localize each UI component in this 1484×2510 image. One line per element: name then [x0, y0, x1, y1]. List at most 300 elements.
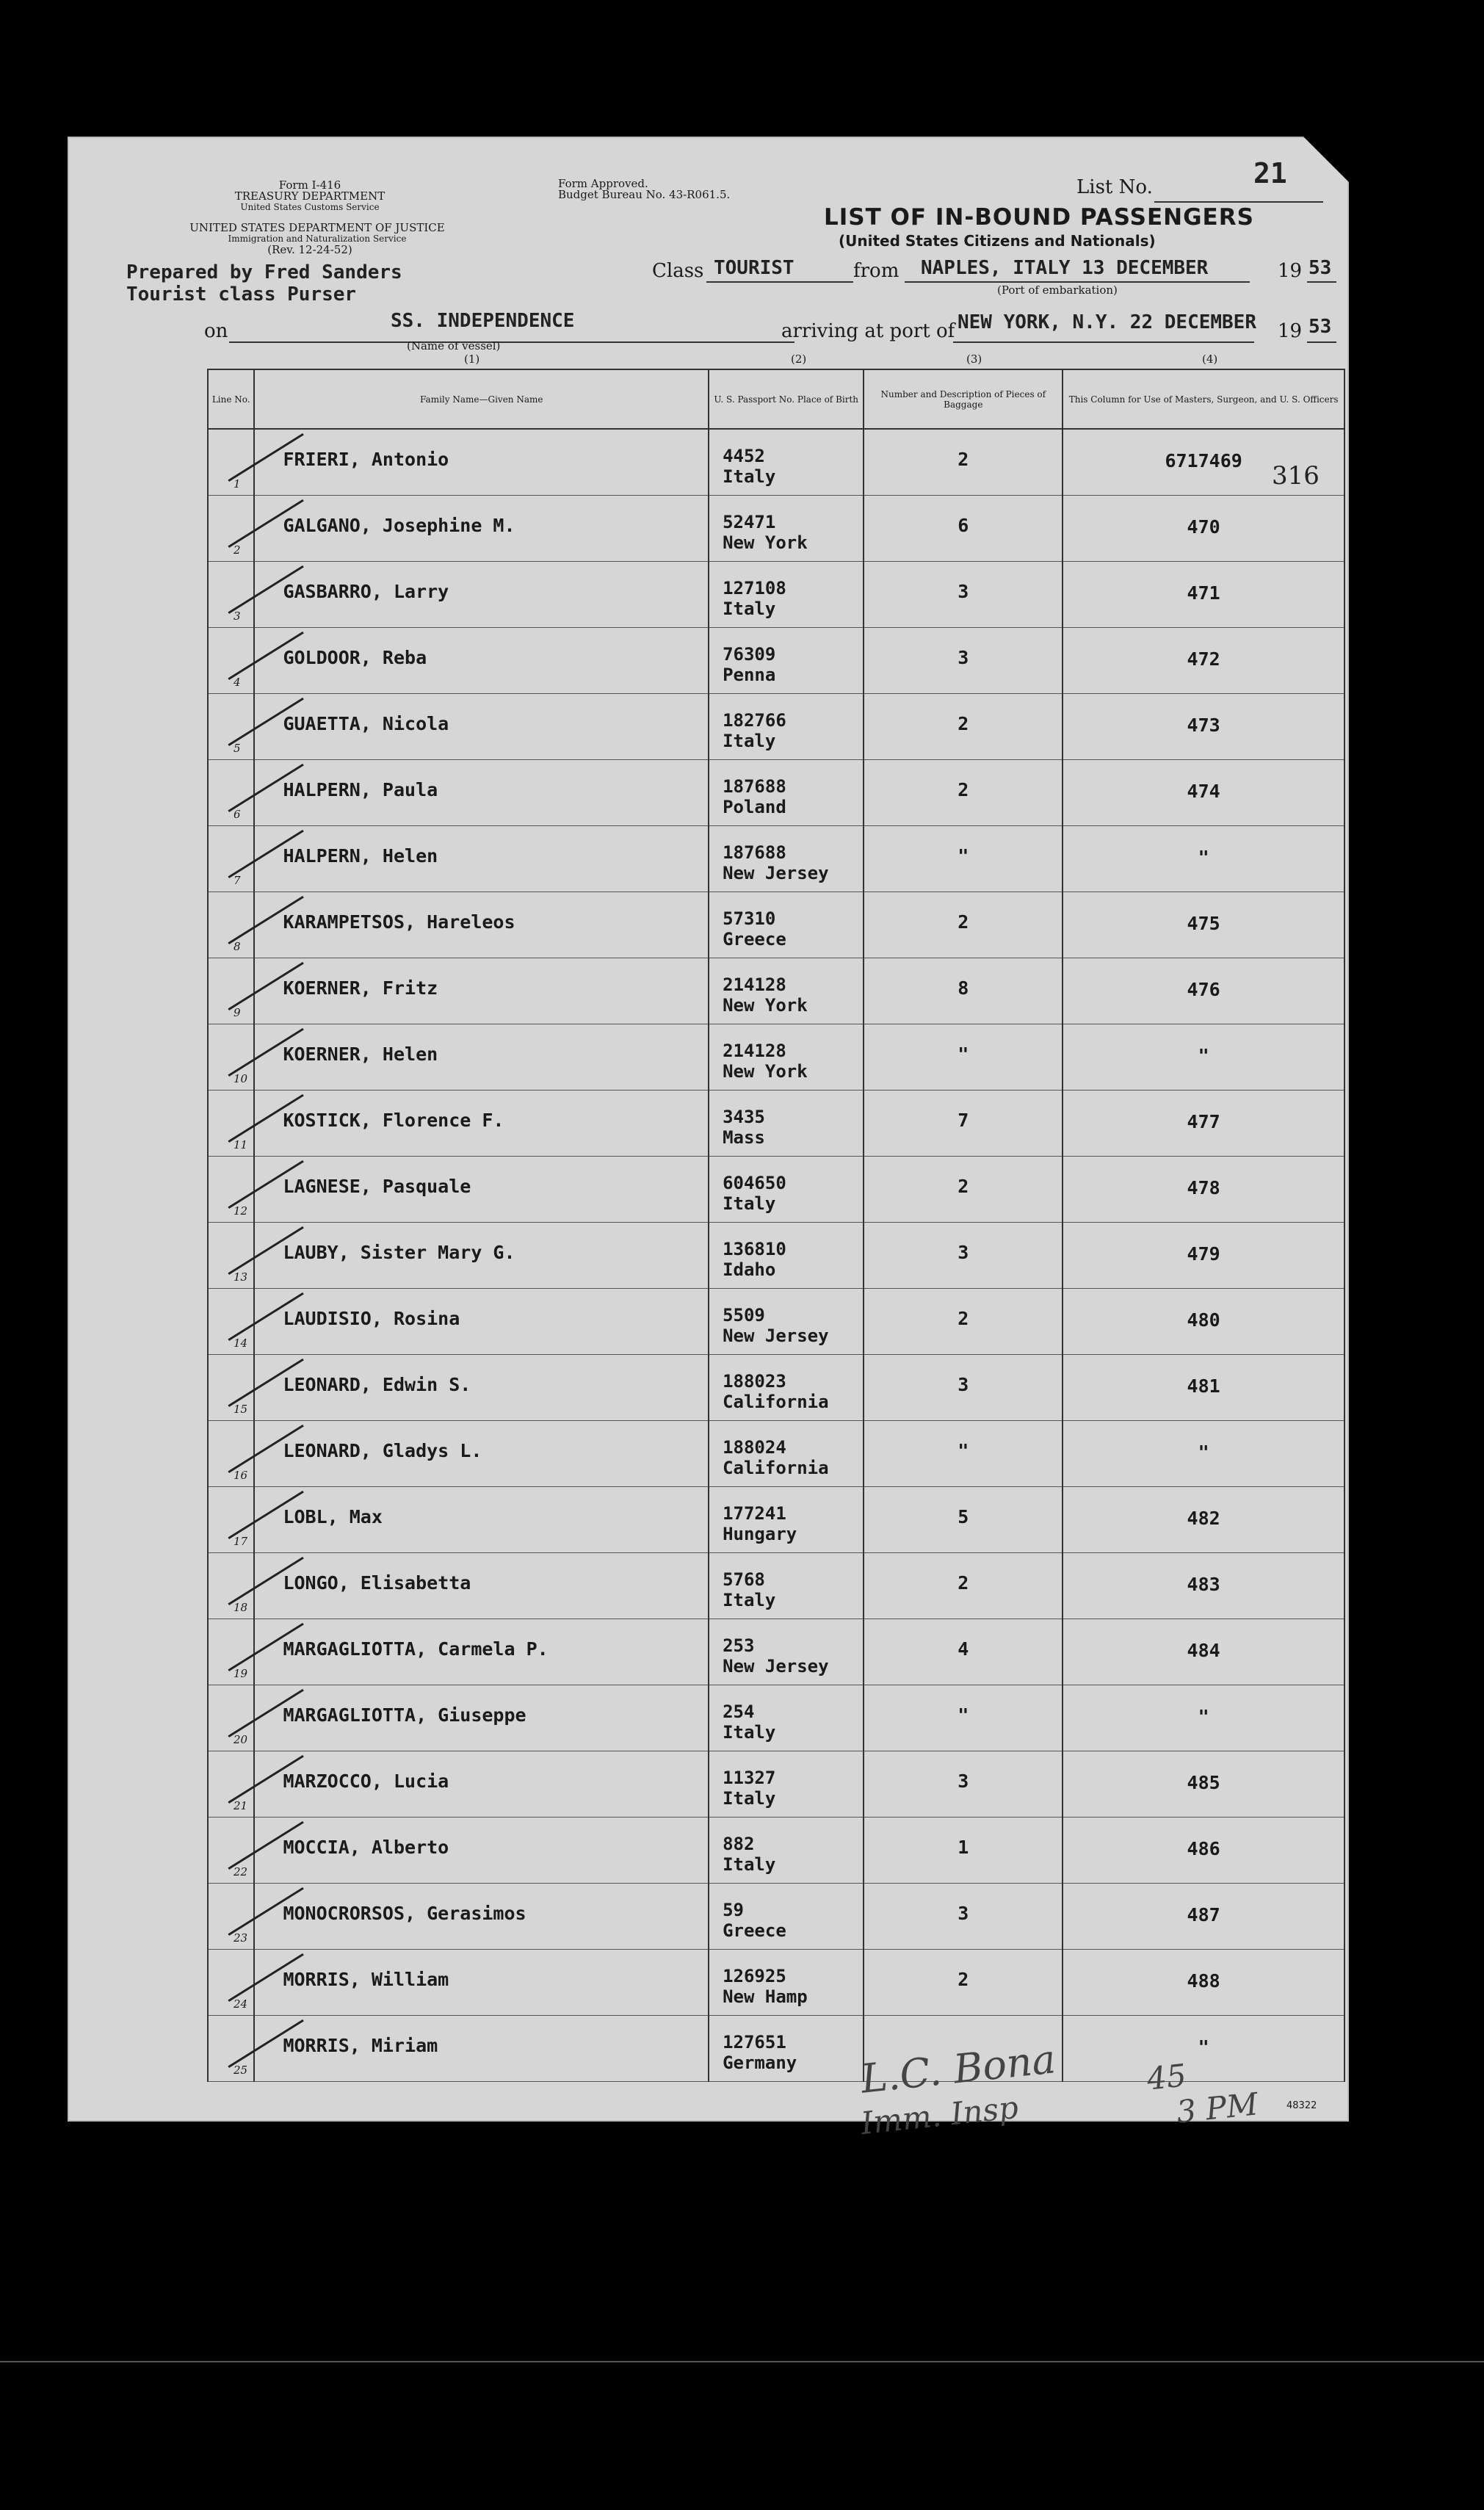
line-number: 7 — [234, 874, 241, 887]
inspector-signature: L.C. Bona — [858, 2036, 1058, 2102]
baggage-cell — [864, 892, 1063, 958]
justice-dept: UNITED STATES DEPARTMENT OF JUSTICE — [189, 221, 445, 234]
class-line — [706, 281, 853, 283]
officer-number: 476 — [1187, 979, 1220, 1000]
line-number: 17 — [234, 1535, 248, 1548]
baggage-count: 3 — [958, 581, 969, 602]
officer-cell — [1063, 1685, 1344, 1751]
name-cell — [254, 1223, 709, 1289]
table-row — [208, 1289, 1344, 1355]
name-cell — [254, 2016, 709, 2082]
name-cell — [254, 1950, 709, 2016]
line-cell — [208, 1884, 254, 1950]
manifest-page — [68, 137, 1349, 2142]
passport-number: 4452 — [723, 446, 765, 466]
passport-cell — [709, 1619, 864, 1685]
line-number: 14 — [234, 1337, 248, 1350]
line-cell — [208, 1355, 254, 1421]
header-officers: This Column for Use of Masters, Surgeon, and U. S. Officers — [1063, 369, 1344, 429]
inspection-minutes: 45 — [1145, 2057, 1188, 2097]
name-cell — [254, 760, 709, 826]
passport-cell — [709, 958, 864, 1024]
form-approved: Form Approved. — [558, 177, 648, 190]
on-label: on — [204, 320, 228, 342]
port-embark-label: (Port of embarkation) — [997, 283, 1118, 297]
officer-number: 477 — [1187, 1111, 1220, 1132]
birthplace: Italy — [723, 731, 776, 751]
officer-number: 483 — [1187, 1574, 1220, 1595]
officer-number: 475 — [1187, 913, 1220, 934]
table-row — [208, 1884, 1344, 1950]
birthplace: New York — [723, 995, 808, 1016]
table-row — [208, 1487, 1344, 1553]
line-number: 9 — [234, 1006, 241, 1019]
list-no: 21 — [1253, 157, 1287, 189]
line-cell — [208, 760, 254, 826]
line-number: 3 — [234, 610, 241, 623]
baggage-count: " — [958, 1440, 969, 1461]
birthplace: New Jersey — [723, 1325, 829, 1346]
line-cell — [208, 562, 254, 628]
folded-corner — [1303, 137, 1355, 188]
prepared-by: Prepared by Fred Sanders — [126, 261, 402, 283]
officer-number: 472 — [1187, 648, 1220, 670]
scan-edge-line — [0, 2361, 1484, 2362]
officer-cell — [1063, 760, 1344, 826]
officer-number: 488 — [1187, 1970, 1220, 1992]
baggage-count: 2 — [958, 1572, 969, 1594]
header-baggage: Number and Description of Pieces of Baggage — [864, 369, 1063, 429]
year-suffix-2: 53 — [1309, 316, 1332, 338]
class-label: Class — [652, 260, 704, 282]
passport-cell — [709, 628, 864, 694]
baggage-cell — [864, 1091, 1063, 1157]
line-cell — [208, 892, 254, 958]
officer-number: 470 — [1187, 516, 1220, 538]
customs-service: United States Customs Service — [240, 202, 380, 212]
baggage-cell — [864, 429, 1063, 496]
year-line-2 — [1307, 341, 1336, 343]
treasury-dept: TREASURY DEPARTMENT — [234, 189, 386, 203]
passport-cell — [709, 892, 864, 958]
birthplace: Greece — [723, 929, 786, 950]
line-number: 2 — [234, 543, 241, 557]
officer-number: 486 — [1187, 1838, 1220, 1859]
inspection-time: 3 PM — [1174, 2086, 1260, 2130]
passport-cell — [709, 1223, 864, 1289]
baggage-count: 5 — [958, 1506, 969, 1527]
passenger-name: MARGAGLIOTTA, Carmela P. — [283, 1638, 549, 1660]
form-footer-number: 48322 — [1286, 2100, 1317, 2111]
passport-number: 5768 — [723, 1569, 765, 1590]
officer-number: " — [1198, 1706, 1209, 1727]
passport-number: 127651 — [723, 2032, 786, 2053]
officer-cell — [1063, 826, 1344, 892]
from-label: from — [853, 260, 900, 282]
passenger-name: MARGAGLIOTTA, Giuseppe — [283, 1704, 526, 1726]
baggage-cell — [864, 826, 1063, 892]
passport-cell — [709, 1157, 864, 1223]
passport-number: 604650 — [723, 1173, 786, 1193]
line-cell — [208, 1619, 254, 1685]
passport-number: 254 — [723, 1701, 755, 1722]
col2-label: (2) — [791, 352, 807, 366]
baggage-count: " — [958, 845, 969, 867]
passport-cell — [709, 1553, 864, 1619]
birthplace: California — [723, 1392, 829, 1412]
line-cell — [208, 694, 254, 760]
baggage-cell — [864, 1421, 1063, 1487]
birthplace: California — [723, 1458, 829, 1478]
officer-cell — [1063, 1553, 1344, 1619]
birthplace: Germany — [723, 2053, 797, 2073]
baggage-cell — [864, 1751, 1063, 1818]
name-cell — [254, 1487, 709, 1553]
passenger-name: LAGNESE, Pasquale — [283, 1176, 471, 1197]
table-row — [208, 1553, 1344, 1619]
birthplace: New Jersey — [723, 863, 829, 883]
passport-number: 3435 — [723, 1107, 765, 1127]
line-number: 18 — [234, 1601, 248, 1614]
birthplace: New Hamp — [723, 1986, 808, 2007]
table-header-row — [208, 369, 1344, 429]
line-cell — [208, 496, 254, 562]
line-number: 21 — [234, 1799, 248, 1812]
baggage-cell — [864, 1223, 1063, 1289]
birthplace: New Jersey — [723, 1656, 829, 1677]
baggage-count: 2 — [958, 1969, 969, 1990]
baggage-cell — [864, 694, 1063, 760]
officer-cell — [1063, 1818, 1344, 1884]
col1-label: (1) — [464, 352, 480, 366]
table-row — [208, 1619, 1344, 1685]
baggage-cell — [864, 1289, 1063, 1355]
line-cell — [208, 1553, 254, 1619]
officer-number: 480 — [1187, 1309, 1220, 1331]
birthplace: Italy — [723, 466, 776, 487]
passenger-name: LOBL, Max — [283, 1506, 383, 1527]
baggage-cell — [864, 760, 1063, 826]
officer-cell — [1063, 1487, 1344, 1553]
line-cell — [208, 1289, 254, 1355]
table-row — [208, 628, 1344, 694]
table-row — [208, 826, 1344, 892]
passenger-name: KOERNER, Fritz — [283, 977, 438, 999]
birthplace: Greece — [723, 1920, 786, 1941]
passport-cell — [709, 760, 864, 826]
line-number: 24 — [234, 1997, 248, 2011]
baggage-count: 3 — [958, 647, 969, 668]
passport-number: 57310 — [723, 908, 776, 929]
birthplace: Italy — [723, 1193, 776, 1214]
officer-number: 485 — [1187, 1772, 1220, 1793]
passenger-name: LONGO, Elisabetta — [283, 1572, 471, 1594]
revision: (Rev. 12-24-52) — [267, 243, 352, 256]
baggage-cell — [864, 1355, 1063, 1421]
line-cell — [208, 1950, 254, 2016]
passport-cell — [709, 496, 864, 562]
vessel-line — [229, 341, 795, 343]
passenger-name: MOCCIA, Alberto — [283, 1837, 449, 1858]
passenger-name: GASBARRO, Larry — [283, 581, 449, 602]
passenger-name: KOERNER, Helen — [283, 1044, 438, 1065]
passport-number: 253 — [723, 1635, 755, 1656]
passenger-name: KOSTICK, Florence F. — [283, 1110, 504, 1131]
officer-number: " — [1198, 1442, 1209, 1463]
class-value: TOURIST — [714, 257, 795, 279]
officer-cell — [1063, 628, 1344, 694]
table-row — [208, 1157, 1344, 1223]
passport-number: 127108 — [723, 578, 786, 598]
inspector-title: Imm. Insp — [859, 2088, 1021, 2142]
passenger-name: MONOCRORSOS, Gerasimos — [283, 1903, 526, 1924]
passport-number: 11327 — [723, 1768, 776, 1788]
arrival-line — [953, 341, 1254, 343]
officer-cell — [1063, 892, 1344, 958]
passport-number: 214128 — [723, 1041, 786, 1061]
passport-cell — [709, 562, 864, 628]
birthplace: Penna — [723, 665, 776, 685]
name-cell — [254, 1751, 709, 1818]
header-passport: U. S. Passport No. Place of Birth — [709, 369, 864, 429]
table-row — [208, 958, 1344, 1024]
passenger-name: LEONARD, Edwin S. — [283, 1374, 471, 1395]
line-cell — [208, 2016, 254, 2082]
line-number: 6 — [234, 808, 241, 821]
list-no-label: List No. — [1076, 176, 1153, 198]
officer-cell — [1063, 1421, 1344, 1487]
baggage-cell — [864, 496, 1063, 562]
year-suffix: 53 — [1309, 257, 1332, 279]
officer-number: " — [1198, 847, 1209, 868]
officer-cell — [1063, 496, 1344, 562]
passport-number: 52471 — [723, 512, 776, 532]
baggage-cell — [864, 1685, 1063, 1751]
baggage-cell — [864, 562, 1063, 628]
birthplace: Hungary — [723, 1524, 797, 1544]
name-cell — [254, 1421, 709, 1487]
birthplace: Idaho — [723, 1259, 776, 1280]
table-row — [208, 1091, 1344, 1157]
baggage-count: " — [958, 1704, 969, 1726]
line-cell — [208, 826, 254, 892]
name-cell — [254, 628, 709, 694]
officer-cell — [1063, 1950, 1344, 2016]
passenger-table — [207, 369, 1345, 2082]
officer-number: " — [1198, 2036, 1209, 2058]
name-cell — [254, 826, 709, 892]
line-number: 23 — [234, 1931, 248, 1945]
passport-cell — [709, 1024, 864, 1091]
from-value: NAPLES, ITALY 13 DECEMBER — [921, 257, 1209, 279]
passenger-name: MARZOCCO, Lucia — [283, 1771, 449, 1792]
passport-cell — [709, 1751, 864, 1818]
line-number: 16 — [234, 1469, 248, 1482]
line-cell — [208, 1091, 254, 1157]
line-cell — [208, 1223, 254, 1289]
table-row — [208, 1223, 1344, 1289]
line-number: 13 — [234, 1270, 248, 1284]
name-cell — [254, 1355, 709, 1421]
officer-number: 473 — [1187, 715, 1220, 736]
birthplace: Mass — [723, 1127, 765, 1148]
officer-number: 474 — [1187, 781, 1220, 802]
name-cell — [254, 1091, 709, 1157]
table-row — [208, 1421, 1344, 1487]
baggage-count: 8 — [958, 977, 969, 999]
line-number: 5 — [234, 742, 241, 755]
birthplace: New York — [723, 532, 808, 553]
baggage-count: 7 — [958, 1110, 969, 1131]
passenger-name: LAUDISIO, Rosina — [283, 1308, 460, 1329]
name-cell — [254, 1289, 709, 1355]
table-row — [208, 892, 1344, 958]
officer-cell — [1063, 562, 1344, 628]
passport-number: 5509 — [723, 1305, 765, 1325]
baggage-cell — [864, 1619, 1063, 1685]
baggage-count: 2 — [958, 779, 969, 800]
form-number: Form I-416 — [278, 178, 341, 192]
officer-cell — [1063, 1024, 1344, 1091]
officer-cell — [1063, 694, 1344, 760]
line-number: 20 — [234, 1733, 248, 1746]
header-line-no: Line No. — [208, 369, 254, 429]
table-row — [208, 429, 1344, 496]
passport-cell — [709, 429, 864, 496]
baggage-cell — [864, 958, 1063, 1024]
name-cell — [254, 1553, 709, 1619]
vessel-name: SS. INDEPENDENCE — [391, 310, 575, 332]
table-row — [208, 496, 1344, 562]
passport-cell — [709, 1289, 864, 1355]
passport-cell — [709, 1884, 864, 1950]
baggage-count: 1 — [958, 1837, 969, 1858]
name-cell — [254, 694, 709, 760]
line-cell — [208, 1818, 254, 1884]
table-row — [208, 694, 1344, 760]
officer-cell — [1063, 958, 1344, 1024]
officer-cell — [1063, 1157, 1344, 1223]
line-number: 12 — [234, 1204, 248, 1218]
table-row — [208, 1355, 1344, 1421]
line-number: 10 — [234, 1072, 248, 1085]
birthplace: Italy — [723, 598, 776, 619]
passport-cell — [709, 1421, 864, 1487]
passenger-name: GALGANO, Josephine M. — [283, 515, 515, 536]
officer-number: 478 — [1187, 1177, 1220, 1198]
passport-cell — [709, 1818, 864, 1884]
baggage-count: 6 — [958, 515, 969, 536]
table-row — [208, 1024, 1344, 1091]
from-line — [905, 281, 1250, 283]
passport-cell — [709, 1685, 864, 1751]
arriving-label: arriving at port of — [781, 320, 955, 342]
officer-cell — [1063, 1223, 1344, 1289]
name-cell — [254, 562, 709, 628]
baggage-count: 2 — [958, 911, 969, 933]
manifest-subtitle: (United States Citizens and Nationals) — [839, 232, 1156, 250]
passport-number: 187688 — [723, 776, 786, 797]
passenger-name: LEONARD, Gladys L. — [283, 1440, 482, 1461]
line-cell — [208, 958, 254, 1024]
passport-number: 882 — [723, 1834, 755, 1854]
passenger-name: LAUBY, Sister Mary G. — [283, 1242, 515, 1263]
col3-label: (3) — [966, 352, 982, 366]
line-number: 22 — [234, 1865, 248, 1878]
passport-cell — [709, 1355, 864, 1421]
baggage-count: 2 — [958, 1308, 969, 1329]
table-row — [208, 1685, 1344, 1751]
baggage-cell — [864, 1157, 1063, 1223]
baggage-cell — [864, 1950, 1063, 2016]
line-number: 19 — [234, 1667, 248, 1680]
table-row — [208, 1751, 1344, 1818]
line-cell — [208, 1157, 254, 1223]
table-row — [208, 1950, 1344, 2016]
vessel-label: (Name of vessel) — [407, 339, 501, 352]
passenger-name: HALPERN, Paula — [283, 779, 438, 800]
baggage-count: 3 — [958, 1903, 969, 1924]
passport-cell — [709, 1091, 864, 1157]
officer-cell — [1063, 1091, 1344, 1157]
passport-cell — [709, 1950, 864, 2016]
officer-cell — [1063, 1289, 1344, 1355]
name-cell — [254, 892, 709, 958]
name-cell — [254, 1884, 709, 1950]
line-number: 25 — [234, 2064, 248, 2077]
baggage-count: 2 — [958, 1176, 969, 1197]
passport-number: 182766 — [723, 710, 786, 731]
passenger-name: MORRIS, William — [283, 1969, 449, 1990]
budget-bureau: Budget Bureau No. 43-R061.5. — [558, 188, 731, 201]
baggage-count: 2 — [958, 713, 969, 734]
baggage-count: " — [958, 1044, 969, 1065]
passport-number: 214128 — [723, 974, 786, 995]
arrival-value: NEW YORK, N.Y. 22 DECEMBER — [958, 311, 1256, 333]
manifest-title: LIST OF IN-BOUND PASSENGERS — [824, 204, 1254, 231]
baggage-cell — [864, 628, 1063, 694]
passenger-name: FRIERI, Antonio — [283, 449, 449, 470]
officer-number: 484 — [1187, 1640, 1220, 1661]
passport-number: 187688 — [723, 842, 786, 863]
baggage-count: 3 — [958, 1771, 969, 1792]
birthplace: Italy — [723, 1722, 776, 1743]
table-row — [208, 1818, 1344, 1884]
baggage-count: 3 — [958, 1242, 969, 1263]
line-cell — [208, 429, 254, 496]
birthplace: Italy — [723, 1854, 776, 1875]
officer-cell — [1063, 1884, 1344, 1950]
line-cell — [208, 1421, 254, 1487]
list-no-line — [1154, 201, 1323, 203]
birthplace: Italy — [723, 1590, 776, 1610]
ins-service: Immigration and Naturalization Service — [228, 234, 407, 244]
officer-cell — [1063, 2016, 1344, 2082]
margin-number: 316 — [1272, 461, 1320, 491]
officer-cell — [1063, 1751, 1344, 1818]
passport-cell — [709, 826, 864, 892]
table-row — [208, 760, 1344, 826]
officer-number: " — [1198, 1045, 1209, 1066]
name-cell — [254, 1024, 709, 1091]
baggage-cell — [864, 1553, 1063, 1619]
table-row — [208, 562, 1344, 628]
baggage-cell — [864, 1024, 1063, 1091]
passenger-name: HALPERN, Helen — [283, 845, 438, 867]
line-cell — [208, 628, 254, 694]
year-prefix-2: 19 — [1278, 320, 1303, 342]
officer-number: 471 — [1187, 582, 1220, 604]
